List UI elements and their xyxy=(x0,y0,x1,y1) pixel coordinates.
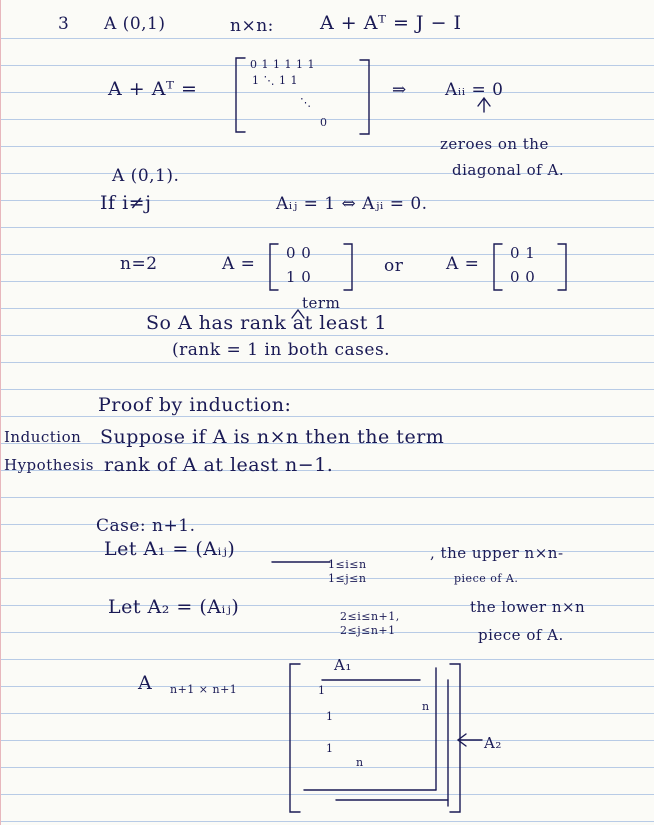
matrix3-row1: 0 1 xyxy=(510,244,536,262)
diagram-one-1: 1 xyxy=(318,684,326,697)
matrix1-right-bracket xyxy=(360,60,369,134)
matrix1-row4: 0 xyxy=(320,116,328,129)
or-word: or xyxy=(384,256,404,276)
diagram-a1-label: A₁ xyxy=(334,656,352,674)
a1-index-i: 1≤i≤n xyxy=(328,558,367,571)
big-a: A xyxy=(138,672,153,694)
matrix3-row2: 0 0 xyxy=(510,268,536,286)
a1-index-j: 1≤j≤n xyxy=(328,572,367,585)
if-i-neq-j: If i≠j xyxy=(100,192,152,214)
a-equals-right: A = xyxy=(446,254,480,274)
matrix2-row2: 1 0 xyxy=(286,268,312,286)
diagram-a2-label: A₂ xyxy=(484,734,502,752)
diagram-one-2: 1 xyxy=(326,710,334,723)
lower-nxn: the lower n×n xyxy=(470,598,586,616)
text-a-01: A (0,1) xyxy=(104,14,166,34)
matrix1-left-bracket xyxy=(236,58,245,132)
induction-text: Suppose if A is n×n then the term xyxy=(100,426,445,448)
proof-heading: Proof by induction: xyxy=(98,394,292,416)
diagram-n-bottom: n xyxy=(356,756,364,769)
matrix3-left-bracket xyxy=(494,244,502,290)
induction-label: Induction xyxy=(4,428,82,446)
case-n-plus-1: Case: n+1. xyxy=(96,516,196,536)
big-matrix-left-bracket xyxy=(290,664,300,812)
hypothesis-text: rank of A at least n−1. xyxy=(104,454,334,476)
note-zeroes: zeroes on the xyxy=(440,135,549,153)
rank-both-cases: (rank = 1 in both cases. xyxy=(172,340,391,360)
text-nxn: n×n: xyxy=(230,16,274,36)
term-insertion: term xyxy=(302,294,341,312)
rank-at-least-one: So A has rank at least 1 xyxy=(146,312,387,334)
matrix3-right-bracket xyxy=(558,244,566,290)
let-a2: Let A₂ = (Aᵢⱼ) xyxy=(108,596,240,618)
matrix1-row3: ⋱ xyxy=(300,96,312,109)
diagram-n-right: n xyxy=(422,700,430,713)
matrix2-row1: 0 0 xyxy=(286,244,312,262)
matrix1-row1: 0 1 1 1 1 1 xyxy=(250,58,315,71)
text-a-01-again: A (0,1). xyxy=(112,166,180,186)
aij-iff-aji: Aᵢⱼ = 1 ⇔ Aⱼᵢ = 0. xyxy=(276,194,428,214)
upper-piece: piece of A. xyxy=(454,572,519,585)
upper-nxn: , the upper n×n- xyxy=(430,544,564,562)
matrix2-right-bracket xyxy=(344,244,352,290)
a-equals-left: A = xyxy=(222,254,256,274)
aii-equals-zero: Aᵢᵢ = 0 xyxy=(445,80,504,100)
problem-number: 3 xyxy=(58,14,70,34)
implies-arrow: ⇒ xyxy=(392,80,407,100)
equation-a-plus-at: A + Aᵀ = J − I xyxy=(320,12,462,34)
hypothesis-label: Hypothesis xyxy=(4,456,94,474)
caret-insert xyxy=(292,310,304,318)
diagram-one-3: 1 xyxy=(326,742,334,755)
note-diagonal: diagonal of A. xyxy=(452,161,565,179)
a-plus-at-lhs: A + Aᵀ = xyxy=(108,78,198,100)
big-a-subscript: n+1 × n+1 xyxy=(170,683,238,696)
big-matrix-right-bracket xyxy=(450,664,460,812)
matrix1-row2: 1 ⋱ 1 1 xyxy=(252,74,298,87)
lower-piece: piece of A. xyxy=(478,626,564,644)
matrix2-left-bracket xyxy=(270,244,278,290)
let-a1: Let A₁ = (Aᵢⱼ) xyxy=(104,538,236,560)
n-equals-2: n=2 xyxy=(120,254,158,274)
up-arrow xyxy=(478,98,490,112)
a2-pointer-arrow xyxy=(458,734,482,746)
a2-index-j: 2≤j≤n+1 xyxy=(340,624,396,637)
a2-index-i: 2≤i≤n+1, xyxy=(340,610,400,623)
